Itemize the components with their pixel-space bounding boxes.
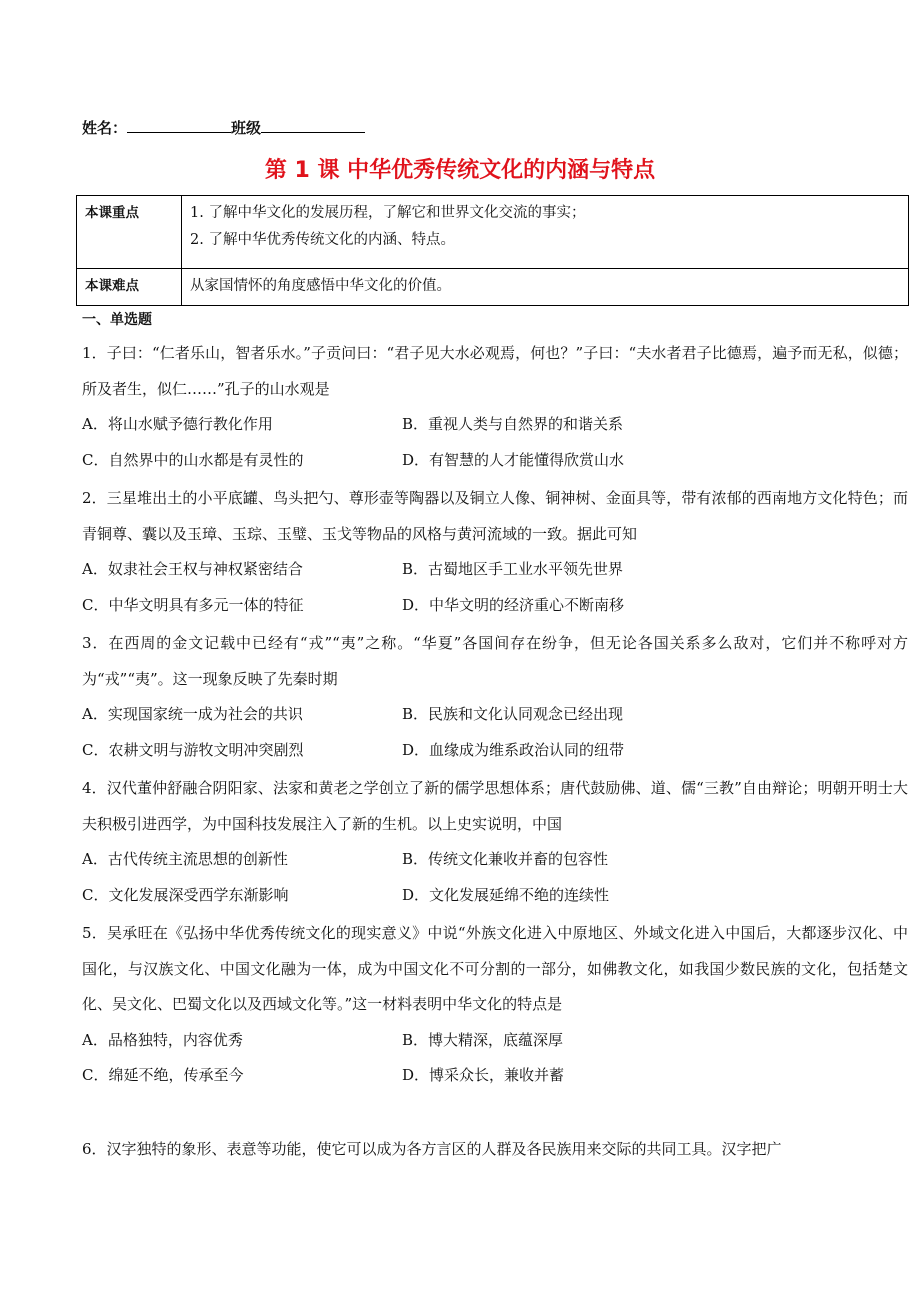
option-a[interactable]: A．将山水赋予德行教化作用: [82, 415, 273, 433]
name-label: 姓名：: [82, 119, 128, 137]
key-points-label: 本课重点: [77, 196, 182, 269]
question-stem: 1．子曰：“仁者乐山，智者乐水。”子贡问曰：“君子见大水必观焉，何也？”子曰：“夫水者君子比德焉，遍予而无私，似德；所及者生，似仁……”孔子的山水观是: [82, 344, 908, 398]
key-points-cell: [182, 196, 909, 269]
option-c[interactable]: C．文化发展深受西学东渐影响: [82, 885, 289, 904]
option-a[interactable]: A．古代传统主流思想的创新性: [82, 850, 288, 868]
option-d[interactable]: D．博采众长，兼收并蓄: [402, 1066, 565, 1084]
option-row: [82, 1023, 908, 1059]
option-c[interactable]: C．中华文明具有多元一体的特征: [82, 595, 304, 614]
option-d[interactable]: D．中华文明的经济重心不断南移: [402, 595, 625, 614]
question-2: [82, 481, 908, 623]
class-label: 班级: [231, 119, 262, 137]
option-c[interactable]: C．自然界中的山水都是有灵性的: [82, 450, 304, 469]
question-stem: 2．三星堆出土的小平底罐、鸟头把勺、尊形壶等陶器以及铜立人像、铜神树、金面具等，带有浓郁的西南地方文化特色；而青铜尊、囊以及玉璋、玉琮、玉璧、玉戈等物品的风格与黄河流域的一致。据此可知: [82, 489, 908, 543]
question-5: [82, 916, 908, 1094]
name-blank[interactable]: [127, 118, 231, 133]
difficult-points-row: [77, 269, 909, 306]
question-stem: 5．吴承旺在《弘扬中华优秀传统文化的现实意义》中说“外族文化进入中原地区、外域文化进入中国后，大都逐步汉化、中国化，与汉族文化、中国文化融为一体，成为中国文化不可分割的一部分，如佛教文化，如我国少数民族的文化，包括楚文化、吴文化、巴蜀文化以及西域文化等。”这一材料表明中华文化的特点是: [82, 924, 908, 1013]
lesson-title: 第 1 课 中华优秀传统文化的内涵与特点: [264, 158, 656, 183]
key-point-2: 2. 了解中华优秀传统文化的内涵、特点。: [190, 232, 455, 248]
option-row: [82, 733, 908, 769]
lesson-focus-table: [76, 195, 909, 306]
option-row: [82, 588, 908, 624]
question-stem: 4．汉代董仲舒融合阴阳家、法家和黄老之学创立了新的儒学思想体系；唐代鼓励佛、道、儒“三教”自由辩论；明朝开明士大夫积极引进西学，为中国科技发展注入了新的生机。以上史实说明，中国: [82, 779, 908, 833]
difficult-points-label: 本课难点: [77, 269, 182, 306]
student-info-line: [82, 118, 365, 138]
option-b[interactable]: B．民族和文化认同观念已经出现: [402, 705, 624, 723]
option-row: [82, 443, 908, 479]
option-row: [82, 407, 908, 443]
question-4: [82, 771, 908, 913]
option-row: [82, 842, 908, 878]
section-title: 一、单选题: [82, 312, 152, 328]
option-b[interactable]: B．重视人类与自然界的和谐关系: [402, 415, 624, 433]
option-d[interactable]: D．文化发展延绵不绝的连续性: [402, 885, 610, 904]
question-stem: 3．在西周的金文记载中已经有“戎”“夷”之称。“华夏”各国间存在纷争，但无论各国关系多么敌对，它们并不称呼对方为“戎”“夷”。这一现象反映了先秦时期: [82, 634, 908, 688]
option-row: [82, 697, 908, 733]
option-row: [82, 878, 908, 914]
option-row: [82, 552, 908, 588]
option-a[interactable]: A．奴隶社会王权与神权紧密结合: [82, 560, 303, 578]
option-row: [82, 1058, 908, 1094]
option-d[interactable]: D．有智慧的人才能懂得欣赏山水: [402, 450, 625, 469]
key-point-1: 1. 了解中华文化的发展历程，了解它和世界文化交流的事实；: [190, 205, 586, 221]
class-blank[interactable]: [261, 118, 365, 133]
option-b[interactable]: B．传统文化兼收并畜的包容性: [402, 850, 609, 868]
option-a[interactable]: A．品格独特，内容优秀: [82, 1030, 243, 1049]
question-3: [82, 626, 908, 768]
question-6: [82, 1132, 908, 1168]
option-d[interactable]: D．血缘成为维系政治认同的纽带: [402, 740, 625, 759]
question-stem: 6．汉字独特的象形、表意等功能，使它可以成为各方言区的人群及各民族用来交际的共同工具。汉字把广: [82, 1140, 782, 1158]
option-b[interactable]: B．博大精深，底蕴深厚: [402, 1030, 564, 1049]
option-a[interactable]: A．实现国家统一成为社会的共识: [82, 705, 303, 723]
key-points-row: [77, 196, 909, 269]
difficult-point: 从家国情怀的角度感悟中华文化的价值。: [182, 269, 909, 306]
option-c[interactable]: C．农耕文明与游牧文明冲突剧烈: [82, 740, 304, 759]
option-c[interactable]: C．绵延不绝，传承至今: [82, 1066, 244, 1084]
option-b[interactable]: B．古蜀地区手工业水平领先世界: [402, 560, 624, 578]
question-1: [82, 336, 908, 478]
